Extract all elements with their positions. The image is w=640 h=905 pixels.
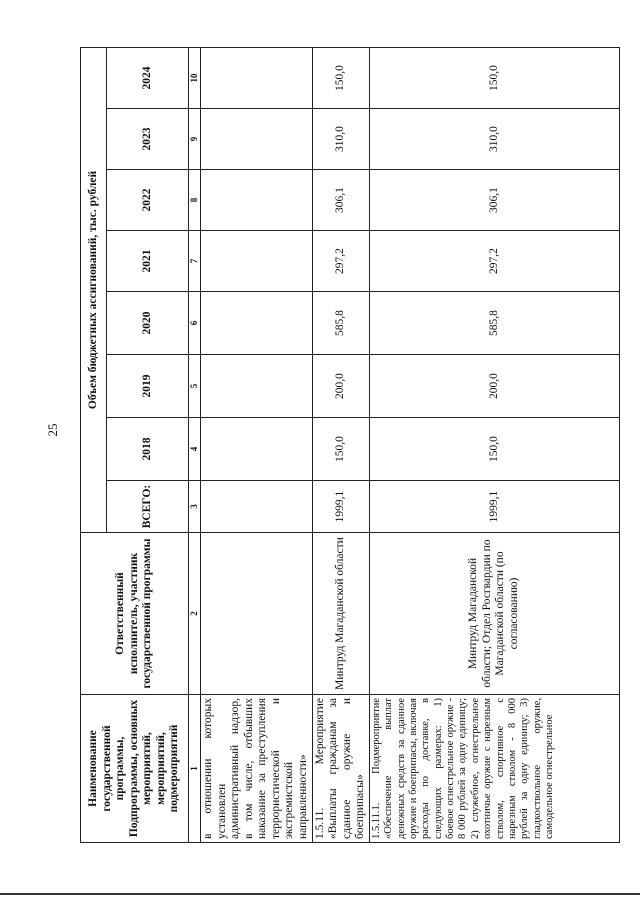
row-value: 310,0 [312, 109, 369, 170]
row-value: 150,0 [312, 48, 369, 109]
column-index: 2 [189, 533, 201, 695]
row-value: 150,0 [369, 418, 619, 481]
row-value: 200,0 [369, 355, 619, 418]
table-row [369, 48, 619, 843]
row-value [201, 355, 313, 418]
row-responsible [201, 533, 313, 695]
column-index: 3 [189, 481, 201, 533]
row-value: 150,0 [312, 418, 369, 481]
column-index: 9 [189, 109, 201, 170]
rotated-table-container [80, 48, 620, 843]
column-index: 4 [189, 418, 201, 481]
header-total: ВСЕГО: [107, 481, 189, 533]
row-value: 1999,1 [312, 481, 369, 533]
row-name: 1.5.11. Мероприятие «Выплаты гражданам за сданное оружие и боеприпасы» [312, 695, 369, 843]
column-index: 6 [189, 292, 201, 355]
page-bottom-rule [0, 893, 640, 895]
header-year: 2020 [107, 292, 189, 355]
header-responsible: Ответственный исполнитель, участник государственной программы [81, 533, 189, 695]
row-value [201, 418, 313, 481]
header-budget: Объем бюджетных ассигнований, тыс. рублей [81, 48, 107, 533]
row-value: 306,1 [369, 170, 619, 231]
row-value [201, 292, 313, 355]
row-value: 1999,1 [369, 481, 619, 533]
row-value [201, 109, 313, 170]
header-year: 2019 [107, 355, 189, 418]
column-index: 5 [189, 355, 201, 418]
column-index: 7 [189, 231, 201, 292]
row-value: 306,1 [312, 170, 369, 231]
column-index-row [189, 48, 201, 843]
column-index: 10 [189, 48, 201, 109]
header-name: Наименование государственной программы, Подпрограммы, основных мероприятий, мероприятий, подмероприятий [81, 695, 189, 843]
table-row [312, 48, 369, 843]
budget-table [80, 47, 620, 843]
row-responsible: Минтруд Магаданской области; Отдел Росгвардии по Магаданской области (по согласованию) [369, 533, 619, 695]
row-value: 297,2 [312, 231, 369, 292]
row-value: 297,2 [369, 231, 619, 292]
row-value: 310,0 [369, 109, 619, 170]
header-year: 2024 [107, 48, 189, 109]
row-name: в отношении которых установлен административный надзор, в том числе, отбывших наказание за преступления террористической и экстремистской направленности» [201, 695, 313, 843]
header-year: 2018 [107, 418, 189, 481]
row-value [201, 231, 313, 292]
row-responsible: Минтруд Магаданской области [312, 533, 369, 695]
header-year: 2023 [107, 109, 189, 170]
row-value [201, 170, 313, 231]
column-index: 8 [189, 170, 201, 231]
page-number: 25 [45, 423, 60, 437]
table-row [201, 48, 313, 843]
row-value: 585,8 [369, 292, 619, 355]
row-name: 1.5.11.1. Подмероприятие «Обеспечение выплат денежных средств за сданное оружие и боеприпасы, включая расходы по доставке, в следующих размерах: 1) боевое огнестрельное оружие - 8 000 рублей за одну единицу; 2) служебное, огнестрельное охотничье оружие с нарезным стволом, спортивное с нарезным стволом - 8 000 рублей за одну единицу; 3) гладкоствольное оружие, самодельное огнестрельное [369, 695, 619, 843]
row-value: 585,8 [312, 292, 369, 355]
column-index: 1 [189, 695, 201, 843]
row-value: 200,0 [312, 355, 369, 418]
row-value [201, 48, 313, 109]
header-year: 2021 [107, 231, 189, 292]
row-value: 150,0 [369, 48, 619, 109]
row-value [201, 481, 313, 533]
header-year: 2022 [107, 170, 189, 231]
